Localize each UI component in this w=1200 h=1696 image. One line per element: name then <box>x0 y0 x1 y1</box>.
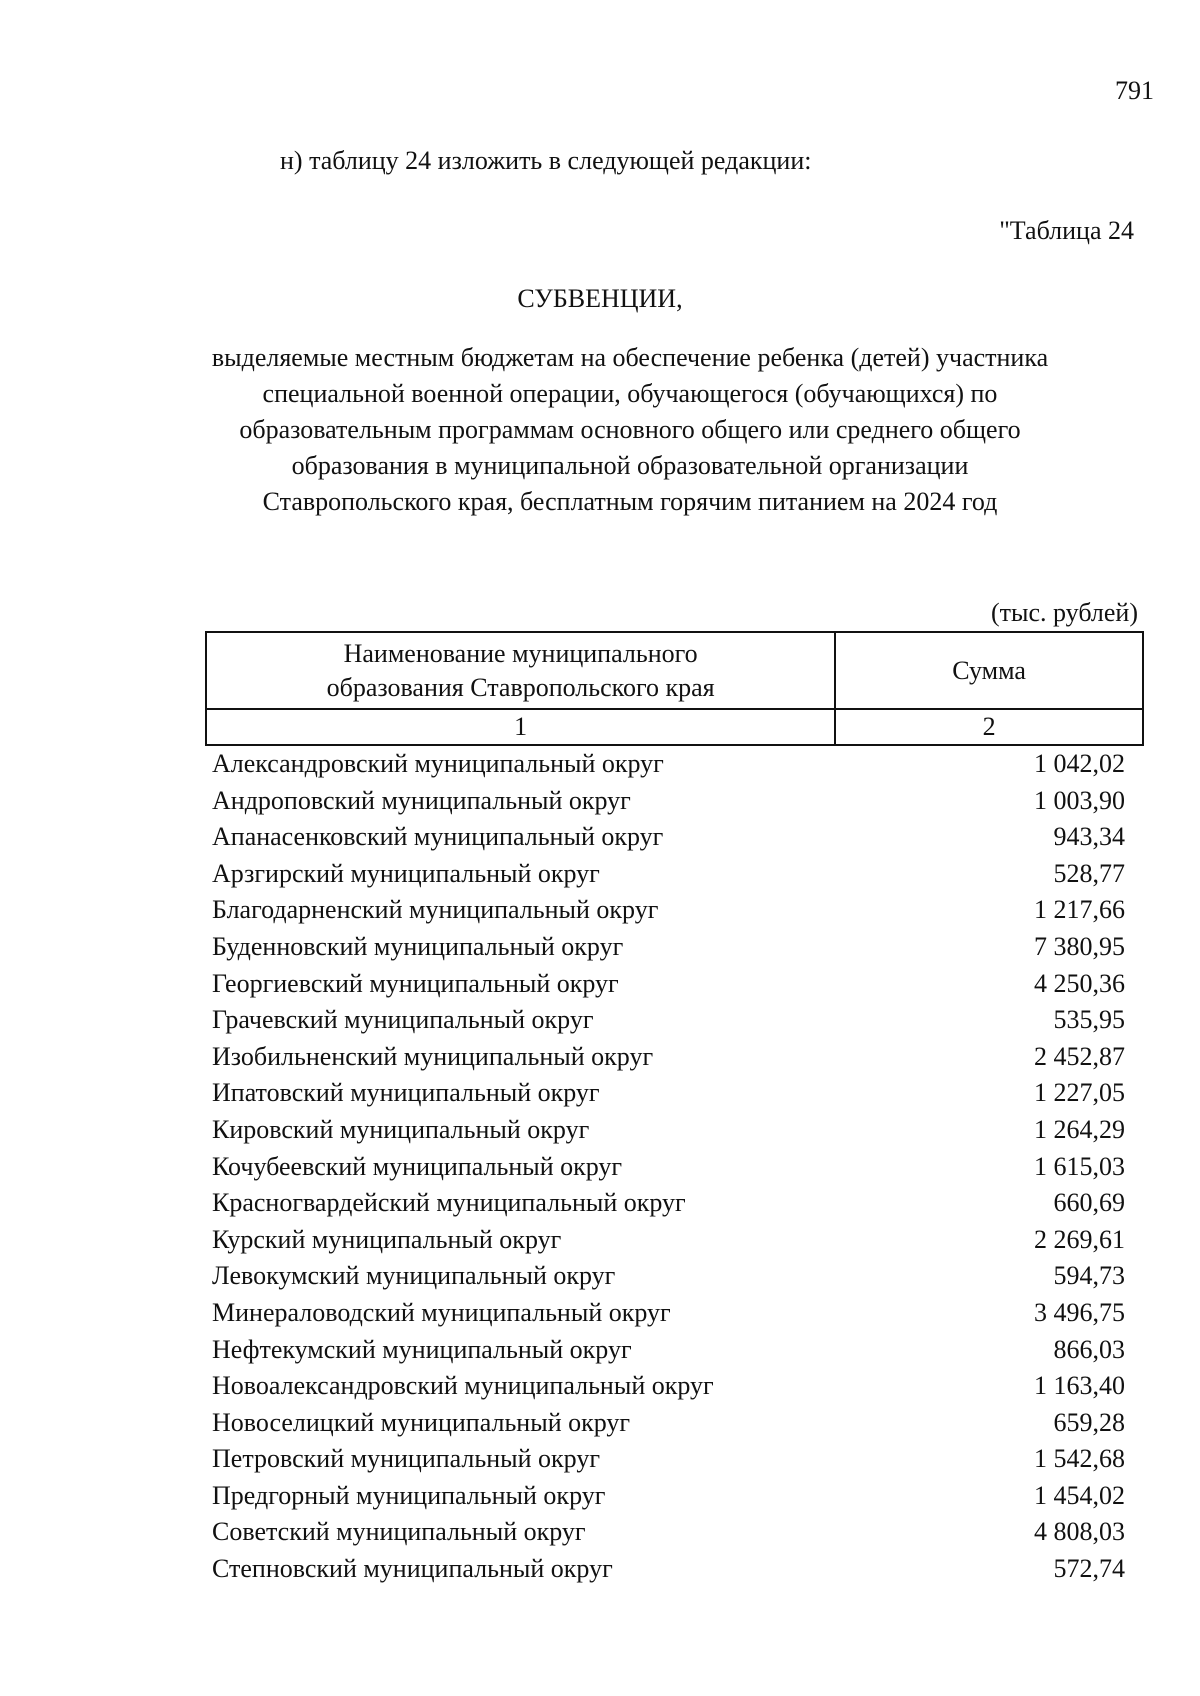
table-row <box>206 1075 1143 1112</box>
table-row <box>206 745 1143 783</box>
subtitle-line: образовательным программам основного общего или среднего общего <box>239 415 1021 444</box>
municipality-name: Кировский муниципальный округ <box>212 1114 590 1144</box>
table-row <box>206 1258 1143 1295</box>
table-row <box>206 1551 1143 1588</box>
municipality-name: Новоселицкий муниципальный округ <box>212 1407 631 1437</box>
table-row <box>206 1405 1143 1442</box>
subvention-sum: 866,03 <box>1053 1334 1125 1364</box>
municipality-name: Андроповский муниципальный округ <box>212 785 631 815</box>
subvention-sum: 1 615,03 <box>1034 1151 1125 1181</box>
subtitle-line: Ставропольского края, бесплатным горячим питанием на 2024 год <box>262 487 998 516</box>
municipality-name: Ипатовский муниципальный округ <box>212 1078 600 1108</box>
municipality-name: Петровский муниципальный округ <box>212 1444 600 1474</box>
municipality-name: Красногвардейский муниципальный округ <box>212 1188 686 1218</box>
table-label: "Таблица 24 <box>999 216 1134 245</box>
table-row <box>206 1332 1143 1369</box>
subvention-sum: 4 808,03 <box>1034 1517 1125 1547</box>
municipality-name: Грачевский муниципальный округ <box>212 1005 594 1035</box>
table-row <box>206 1514 1143 1551</box>
municipality-name: Изобильненский муниципальный округ <box>212 1041 654 1071</box>
subvention-sum: 1 217,66 <box>1034 895 1125 925</box>
subtitle-line: специальной военной операции, обучающегося (обучающихся) по <box>262 379 998 408</box>
units-label: (тыс. рублей) <box>990 598 1138 627</box>
subtitle-line: выделяемые местным бюджетам на обеспечение ребенка (детей) участника <box>211 343 1049 372</box>
table-row <box>206 1112 1143 1149</box>
subvention-sum: 2 452,87 <box>1034 1041 1125 1071</box>
table-row <box>206 892 1143 929</box>
subvention-sum: 4 250,36 <box>1034 968 1125 998</box>
table-row <box>206 1295 1143 1332</box>
municipality-name: Александровский муниципальный округ <box>212 749 664 778</box>
table-row <box>206 783 1143 820</box>
document-subtitle <box>180 340 1080 520</box>
header-name-line: Наименование муниципального <box>343 638 698 668</box>
table-row <box>206 1368 1143 1405</box>
municipality-name: Советский муниципальный округ <box>212 1517 586 1547</box>
subvention-sum: 1 042,02 <box>1034 749 1125 778</box>
subvention-sum: 1 454,02 <box>1034 1480 1125 1510</box>
subvention-sum: 660,69 <box>1053 1188 1125 1218</box>
subvention-sum: 7 380,95 <box>1034 931 1125 961</box>
subvention-sum: 943,34 <box>1053 822 1125 852</box>
page-number: 791 <box>1115 76 1154 105</box>
table-row <box>206 819 1143 856</box>
header-municipality <box>206 632 835 709</box>
subvention-sum: 528,77 <box>1053 858 1125 888</box>
subvention-sum: 1 163,40 <box>1034 1371 1125 1401</box>
column-number-2: 2 <box>835 709 1143 745</box>
table-row <box>206 1478 1143 1515</box>
column-number-1: 1 <box>206 709 835 745</box>
subtitle-line: образования в муниципальной образовательной организации <box>291 451 969 480</box>
table-row <box>206 929 1143 966</box>
table-row <box>206 1039 1143 1076</box>
subvention-sum: 3 496,75 <box>1034 1297 1125 1327</box>
municipality-name: Апанасенковский муниципальный округ <box>212 822 664 852</box>
table-row <box>206 1185 1143 1222</box>
subvention-sum: 535,95 <box>1053 1005 1125 1035</box>
table-row <box>206 856 1143 893</box>
municipality-name: Предгорный муниципальный округ <box>212 1480 606 1510</box>
municipality-name: Благодарненский муниципальный округ <box>212 895 659 925</box>
subvention-sum: 2 269,61 <box>1034 1224 1125 1254</box>
header-name-line: образования Ставропольского края <box>326 672 715 702</box>
header-sum: Сумма <box>835 632 1143 709</box>
subventions-table <box>205 631 1144 1588</box>
municipality-name: Буденновский муниципальный округ <box>212 931 624 961</box>
subvention-sum: 659,28 <box>1053 1407 1125 1437</box>
subvention-sum: 1 227,05 <box>1034 1078 1125 1108</box>
municipality-name: Левокумский муниципальный округ <box>212 1261 616 1291</box>
table-row <box>206 1222 1143 1259</box>
subvention-sum: 1 003,90 <box>1034 785 1125 815</box>
table-row <box>206 1002 1143 1039</box>
table-row <box>206 966 1143 1003</box>
table-row <box>206 1149 1143 1186</box>
municipality-name: Новоалександровский муниципальный округ <box>212 1371 714 1401</box>
subvention-sum: 572,74 <box>1053 1554 1125 1584</box>
subvention-sum: 1 542,68 <box>1034 1444 1125 1474</box>
intro-paragraph: н) таблицу 24 изложить в следующей редакции: <box>280 146 812 175</box>
municipality-name: Курский муниципальный округ <box>212 1224 562 1254</box>
document-title: СУБВЕНЦИИ, <box>517 284 683 313</box>
municipality-name: Арзгирский муниципальный округ <box>212 858 600 888</box>
subvention-sum: 594,73 <box>1053 1261 1125 1291</box>
municipality-name: Минераловодский муниципальный округ <box>212 1297 671 1327</box>
municipality-name: Степновский муниципальный округ <box>212 1554 613 1584</box>
municipality-name: Кочубеевский муниципальный округ <box>212 1151 623 1181</box>
municipality-name: Георгиевский муниципальный округ <box>212 968 619 998</box>
table-row <box>206 1441 1143 1478</box>
table-body <box>206 745 1143 1588</box>
subvention-sum: 1 264,29 <box>1034 1114 1125 1144</box>
municipality-name: Нефтекумский муниципальный округ <box>212 1334 632 1364</box>
